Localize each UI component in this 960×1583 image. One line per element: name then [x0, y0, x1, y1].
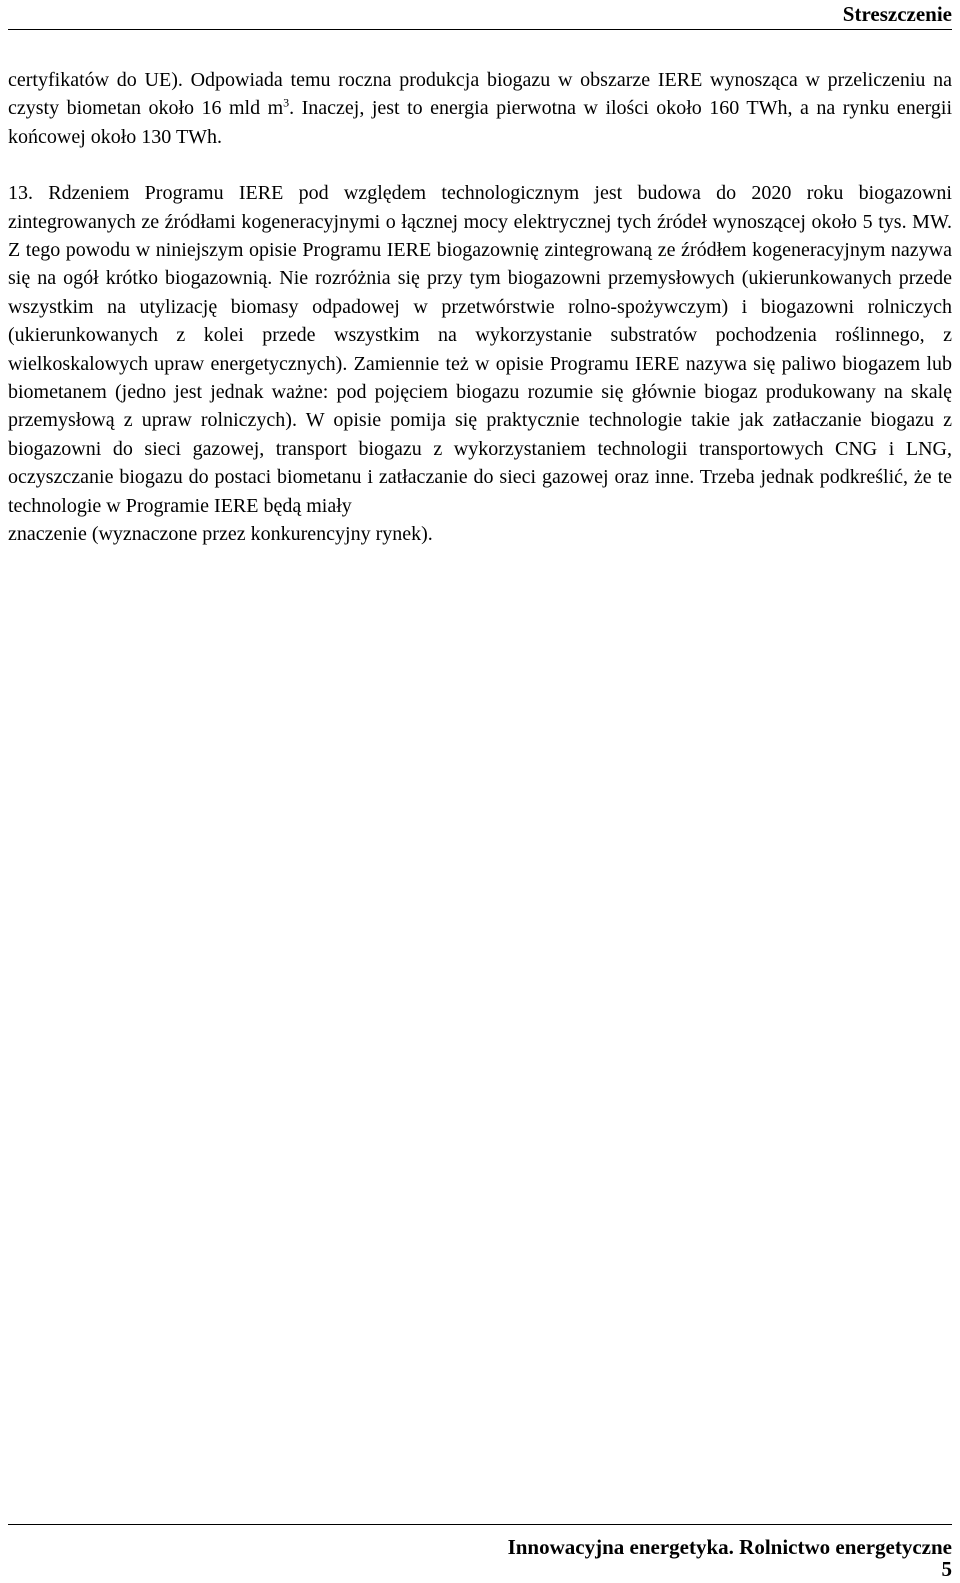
header-divider — [8, 29, 952, 30]
paragraph-continuation — [8, 66, 952, 151]
paragraph-13 — [8, 179, 952, 520]
paragraph-1-text-a: certyfikatów do UE). Odpowiada temu roczna produkcja biogazu w obszarze IERE wynosząca w przeliczeniu na czysty biometan około 16 mld m — [8, 69, 952, 120]
page-number: 5 — [941, 1557, 952, 1581]
document-body — [8, 66, 952, 549]
paragraph-1-text-b: . Inaczej, jest to energia pierwotna w ilości około 160 TWh, a na rynku energii końcowej około 130 TWh. — [8, 97, 952, 148]
paragraph-13-text: 13. Rdzeniem Programu IERE pod względem technologicznym jest budowa do 2020 roku biogazowni zintegrowanych ze źródłami kogeneracyjnymi o łącznej mocy elektrycznej tych źródeł wynoszącej około 5 tys. MW. Z tego powodu w niniejszym opisie Programu IERE biogazownię zintegrowaną ze źródłem kogeneracyjnym nazywa się na ogół krótko biogazownią. Nie rozróżnia się przy tym biogazowni przemysłowych (ukierunkowanych przede wszystkim na utylizację biomasy odpadowej w przetwórstwie rolno-spożywczym) i biogazowni rolniczych (ukierunkowanych z kolei przede wszystkim na wykorzystanie substratów pochodzenia roślinnego, z wielkoskalowych upraw energetycznych). Zamiennie też w opisie Programu IERE nazywa się paliwo biogazem lub biometanem (jedno jest jednak ważne: pod pojęciem biogazu rozumie się głównie biogaz produkowany na skalę przemysłową z upraw rolniczych). W opisie pomija się praktycznie technologie takie jak zatłaczanie biogazu z biogazowni do sieci gazowej, transport biogazu z wykorzystaniem technologii transportowych CNG i LNG, oczyszczanie biogazu do postaci biometanu i zatłaczanie do sieci gazowej oraz inne. Trzeba jednak podkreślić, że te technologie w Programie IERE będą miały — [8, 182, 952, 517]
running-header: Streszczenie — [842, 2, 952, 26]
paragraph-13-last-line: znaczenie (wyznaczone przez konkurencyjny rynek). — [8, 523, 433, 546]
running-footer: Innowacyjna energetyka. Rolnictwo energetyczne — [507, 1535, 952, 1559]
superscript-exponent: 3 — [283, 95, 290, 110]
footer-divider — [8, 1524, 952, 1525]
